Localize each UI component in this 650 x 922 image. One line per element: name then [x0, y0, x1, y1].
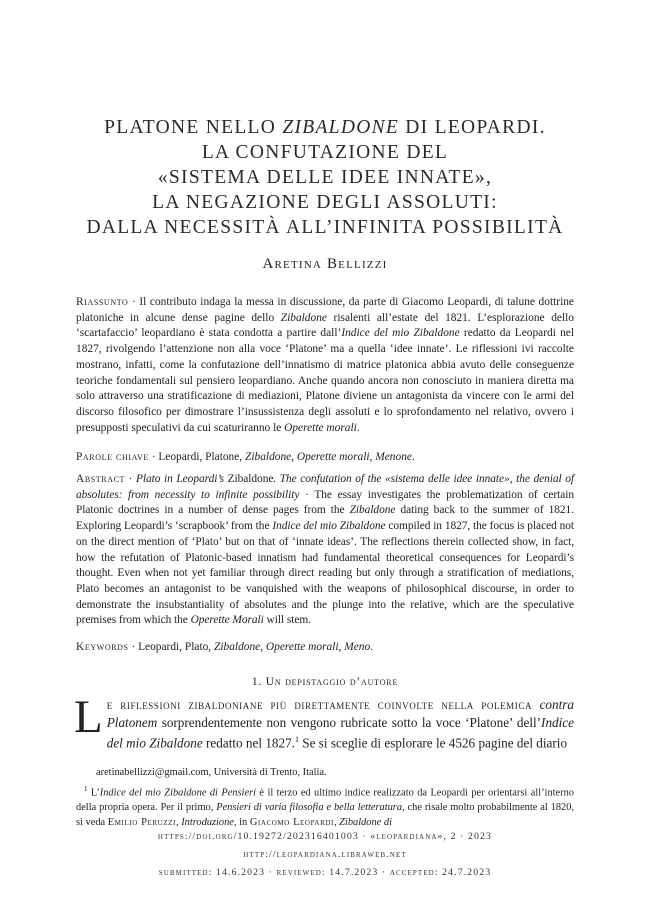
drop-cap: L	[74, 691, 103, 743]
riassunto-label: Riassunto	[76, 296, 129, 308]
section-heading: 1. Un depistaggio d’autore	[251, 676, 399, 688]
author-name: Aretina Bellizzi	[262, 256, 388, 272]
keywords-label: Keywords	[76, 641, 129, 653]
abstract-paragraph: Abstract · Plato in Leopardi’s Zibaldone. The confutation of the «sistema delle idee innate», the denial of absolutes: from necessity to infinite possibility · The essay investigates the problematization of certain Platonic doctrines in a number of dense pages from the Zibaldone dating back to the summer of 1821. Exploring Leopardi’s ‘scrapbook’ from the Indice del mio Zibaldone compiled in 1827, the focus is placed not on the direct mention of ‘Plato’ but on that of ‘innate ideas’. The reflections therein collected show, in fact, how the refutation of Platonic-based innatism had fundamental theoretical consequences for Leopardi’s thought. Even when not yet familiar through direct reading but only through a stratification of mediations, Plato becomes an antagonist to be vanquished with the weapons of philosophical discourse, in order to demonstrate the insubstantiality of absolutes and the plunge into the relative, which are the speculative premises from which the Operette Morali will stem.	[76, 473, 575, 627]
title-line-1: PLATONE NELLO ZIBALDONE DI LEOPARDI.	[104, 117, 546, 138]
title-line-3: «SISTEMA DELLE IDEE INNATE»,	[157, 167, 493, 188]
abstract-label: Abstract	[76, 473, 126, 485]
article-title	[40, 115, 610, 240]
footnote-ref[interactable]: 1	[295, 735, 299, 744]
author-contact: aretinabellizzi@gmail.com, Università di Trento, Italia.	[96, 767, 327, 778]
footnote-1: $^1$ L’Indice del mio Zibaldone di Pensieri è il terzo ed ultimo indice realizzato da Leopardi per orientarsi all’interno della propria opera. Per il primo, Pensieri di varia filosofia e bella letteratura, che risale molto probabilmente al 1820, si veda Emilio Peruzzi, Introduzione, in Giacomo Leopardi, Zibaldone di	[76, 785, 575, 829]
parole-chiave-paragraph: Parole chiave · Leopardi, Platone, Zibaldone, Operette morali, Menone.	[76, 451, 415, 463]
title-line-4: LA NEGAZIONE DEGLI ASSOLUTI:	[152, 192, 498, 213]
body-paragraph: Le riflessioni zibaldoniane più direttamente coinvolte nella polemica contra Platonem sorprendentemente non vengono rubricate sotto la voce ‘Platone’ dell’Indice del mio Zibaldone redatto nel 1827.$^1$ Se si sceglie di esplorare le 4526 pagine del diario	[74, 691, 574, 751]
riassunto-paragraph: Riassunto · Il contributo indaga la messa in discussione, da parte di Giacomo Leopardi, di talune dottrine platoniche in alcune dense pagine dello Zibaldone risalenti all’estate del 1821. L’esplorazione dello ‘scartafaccio’ leopardiano è stata condotta a partire dall’Indice del mio Zibaldone redatto da Leopardi nel 1827, rivolgendo l’attenzione non alla voce ‘Platone’ ma a quella ‘idee innate’. Le riflessioni ivi raccolte mostrano, infatti, come la confutazione dell’innatismo di matrice platonica abbia avuto delle conseguenze teoriche fondamentali sul pensiero leopardiano. Anche quando ancora non conosciuto in maniera diretta ma solo attraverso una stratificazione di mediazioni, Platone diviene un antagonista da vincere con le armi del discorso filosofico per dimostrare l’insussistenza degli assoluti e lo sprofondamento nel relativo, ovvero i presupposti speculativi da cui scaturiranno le Operette morali.	[76, 296, 575, 434]
keywords-paragraph: Keywords · Leopardi, Plato, Zibaldone, Operette morali, Meno.	[76, 641, 374, 653]
doi-footer[interactable]: https://doi.org/10.19272/202316401003 · «leopardiana», 2 · 2023	[157, 831, 493, 842]
footnote-number: 1	[84, 785, 88, 793]
submission-dates-footer: submitted: 14.6.2023 · reviewed: 14.7.2023 · accepted: 24.7.2023	[158, 867, 492, 878]
title-line-2: LA CONFUTAZIONE DEL	[201, 142, 449, 163]
journal-url-footer[interactable]: http://leopardiana.libraweb.net	[243, 849, 407, 860]
title-line-5: DALLA NECESSITÀ ALL’INFINITA POSSIBILITÀ	[86, 217, 564, 238]
parole-chiave-label: Parole chiave	[76, 451, 149, 463]
